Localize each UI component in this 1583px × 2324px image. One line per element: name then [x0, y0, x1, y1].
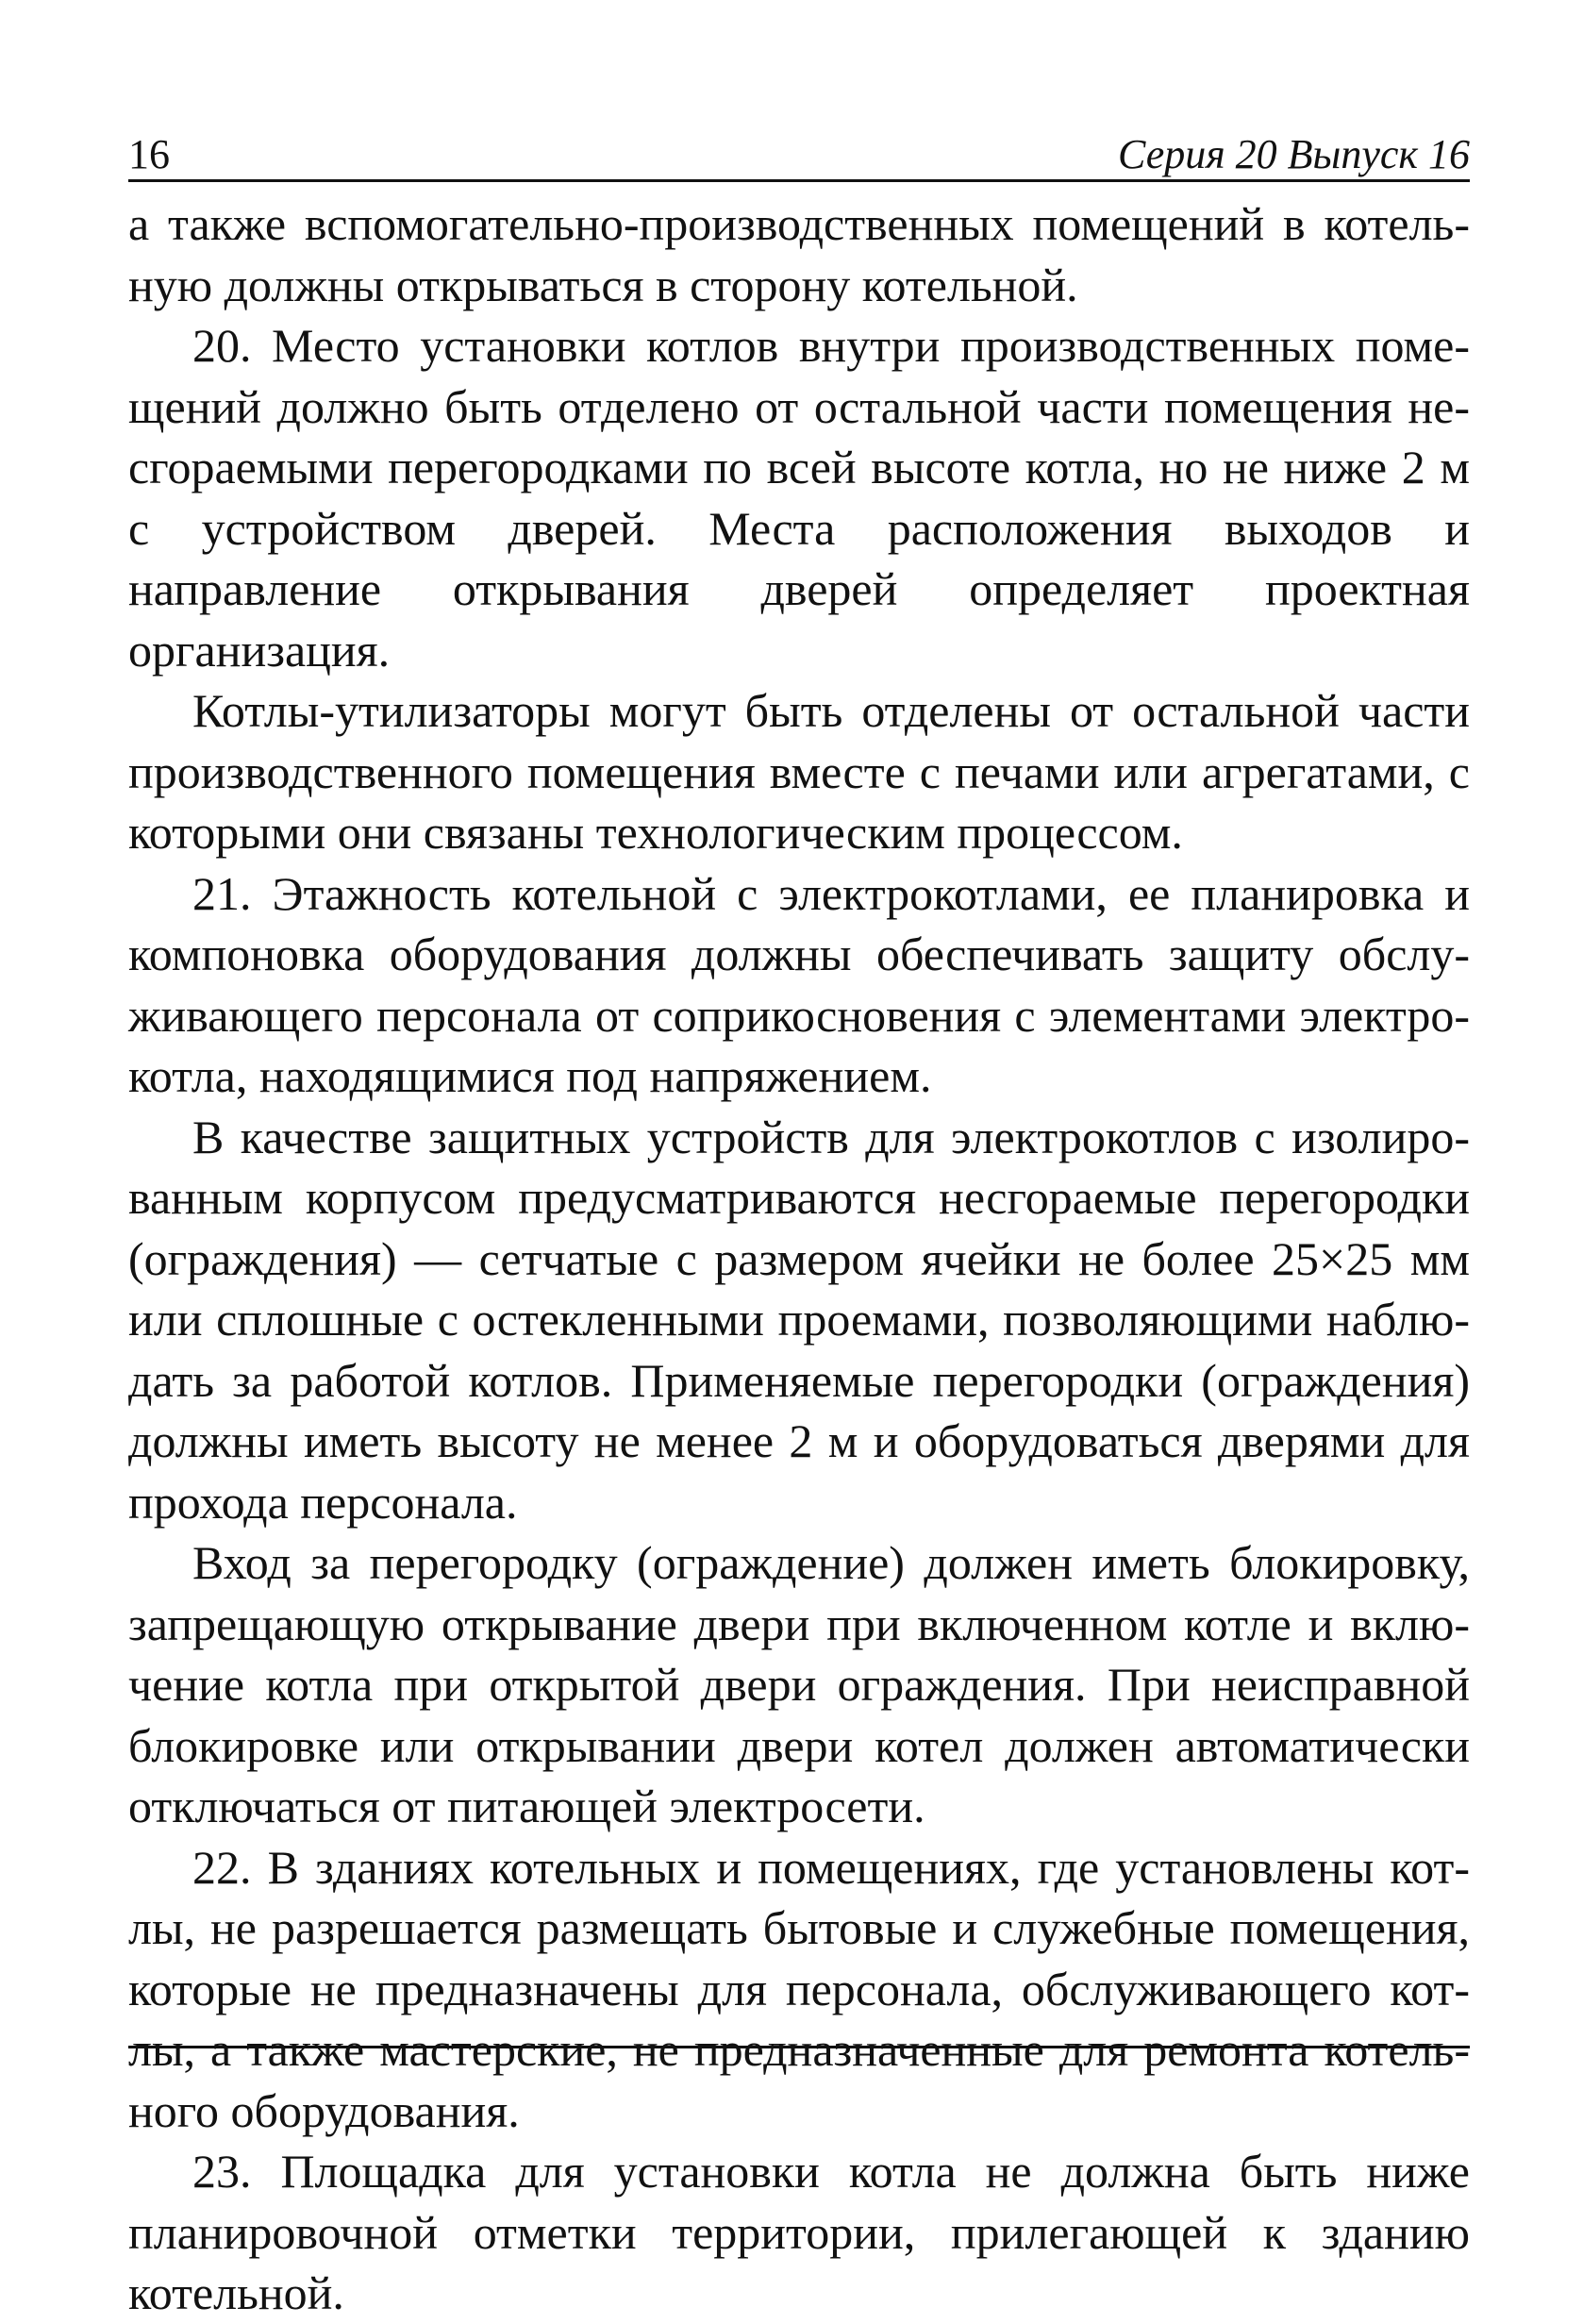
paragraph-protective-devices: В качестве защитных устройств для электрокотлов с изолированным корпусом предусматриваются несгораемые перегородки (ограждения) — сетчатые с размером ячейки не более 25×25 мм или сплошные с остекленными проемами, позволяющими наблюдать за работой котлов. Применяемые перегородки (ограждения) должны иметь высоту не менее 2 м и оборудоваться дверями для прохода персонала.: [128, 1110, 1470, 1529]
paragraph-continued: а также вспомогательно-производственных помещений в котельную должны открываться в сторону котельной.: [128, 197, 1470, 311]
paragraph-item-22: 22. В зданиях котельных и помещениях, где установлены котлы, не разрешается размещать бытовые и служебные помещения, которые не предназначены для персонала, обслуживающего котлы, а также мастерские, не предназначенные для ремонта котельного оборудования.: [128, 1840, 1470, 2137]
paragraph-item-21: 21. Этажность котельной с электрокотлами, ее планировка и компоновка оборудования должны обеспечивать защиту обслуживающего персонала от соприкосновения с элементами электрокотла, находящимися под напряжением.: [128, 866, 1470, 1102]
body-text: [128, 193, 1470, 2324]
paragraph-interlock: Вход за перегородку (ограждение) должен иметь блокировку, запрещающую открывание двери при включенном котле и включение котла при открытой двери ограждения. При неисправной блокировке или открывании двери котел должен автоматически отключаться от питающей электросети.: [128, 1536, 1470, 1832]
page-header: [128, 121, 1470, 182]
paragraph-waste-heat-boilers: Котлы-утилизаторы могут быть отделены от остальной части производственного помещения вместе с печами или агрегатами, с которыми они связаны технологическим процессом.: [128, 684, 1470, 859]
footer-divider: [128, 2046, 1470, 2048]
page-number: 16: [128, 131, 170, 177]
document-page: [128, 121, 1470, 2319]
paragraph-item-23: 23. Площадка для установки котла не должна быть ниже планировочной отметки территории, прилегающей к зданию котельной.: [128, 2145, 1470, 2319]
running-title: Серия 20 Выпуск 16: [1118, 131, 1470, 177]
paragraph-item-20: 20. Место установки котлов внутри производственных помещений должно быть отделено от остальной части помещения несгораемыми перегородками по всей высоте котла, но не ниже 2 м с устройством дверей. Места расположения выходов и направление открывания дверей определяет проектная организация.: [128, 319, 1470, 677]
